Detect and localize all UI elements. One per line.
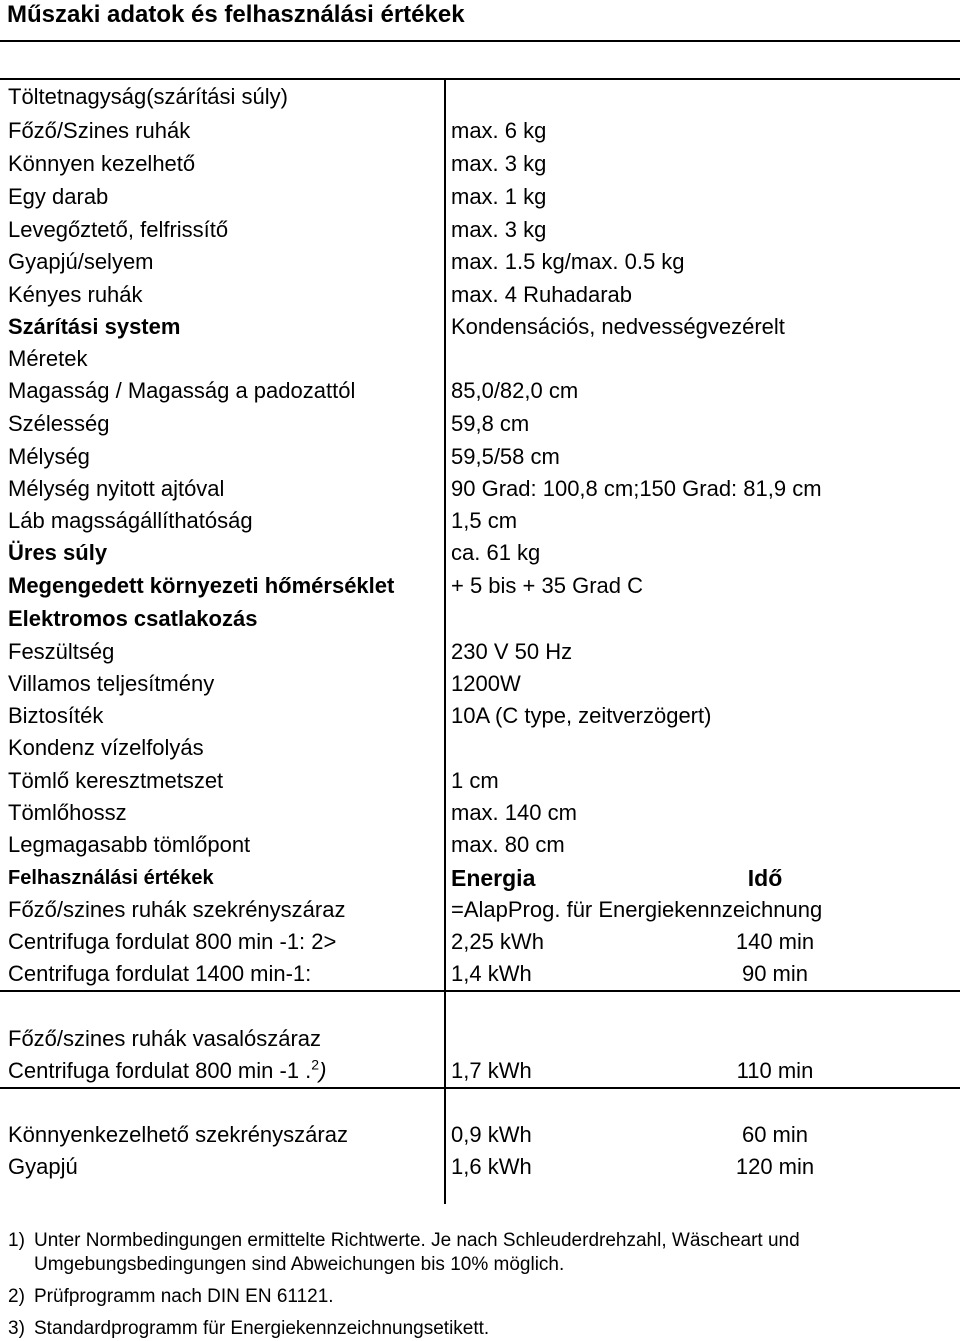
spec-value: 90 Grad: 100,8 cm;150 Grad: 81,9 cm bbox=[451, 476, 822, 501]
spec-row bbox=[0, 765, 960, 797]
spec-row bbox=[0, 279, 960, 311]
usage-energy: 1,7 kWh bbox=[451, 1058, 532, 1083]
spec-row bbox=[0, 668, 960, 700]
page-title: Műszaki adatok és felhasználási értékek bbox=[7, 1, 465, 28]
spec-value: 59,8 cm bbox=[451, 411, 530, 436]
spec-value: 1200W bbox=[451, 671, 521, 696]
footnote-text: Prüfprogramm nach DIN EN 61121. bbox=[34, 1286, 334, 1307]
usage-label bbox=[8, 1055, 326, 1087]
usage-energy: =AlapProg. für Energiekennzeichnung bbox=[451, 897, 823, 922]
spec-label: Üres súly bbox=[8, 540, 108, 565]
spec-row bbox=[0, 473, 960, 505]
spec-label: Elektromos csatlakozás bbox=[8, 606, 258, 631]
usage-label bbox=[8, 1151, 78, 1183]
footnote-ref: 2 bbox=[311, 1056, 320, 1073]
spec-value: max. 3 kg bbox=[451, 217, 547, 242]
usage-energy: 2,25 kWh bbox=[451, 929, 544, 954]
usage-time: 110 min bbox=[736, 1058, 814, 1083]
usage-row bbox=[0, 1151, 960, 1183]
spec-row bbox=[0, 829, 960, 861]
column-divider bbox=[444, 78, 446, 1204]
spec-value: 1 cm bbox=[451, 768, 499, 793]
spec-row bbox=[0, 700, 960, 732]
usage-energy: 0,9 kWh bbox=[451, 1122, 532, 1147]
spec-label: Mélység bbox=[8, 444, 90, 469]
usage-row bbox=[0, 1055, 960, 1087]
spec-row bbox=[0, 441, 960, 473]
usage-row bbox=[0, 1119, 960, 1151]
spec-value: max. 1 kg bbox=[451, 184, 547, 209]
spec-label: Kényes ruhák bbox=[8, 282, 143, 307]
spec-value: 230 V 50 Hz bbox=[451, 639, 573, 664]
spec-label: Megengedett környezeti hőmérséklet bbox=[8, 573, 395, 598]
usage-label-text: Könnyenkezelhető szekrényszáraz bbox=[8, 1122, 348, 1147]
usage-time: 140 min bbox=[735, 929, 815, 954]
spec-row bbox=[0, 343, 960, 375]
spec-label: Feszültség bbox=[8, 639, 115, 664]
usage-label bbox=[8, 1023, 321, 1055]
spec-value: 10A (C type, zeitverzögert) bbox=[451, 703, 712, 728]
spec-row bbox=[0, 732, 960, 764]
usage-header-label: Felhasználási értékek bbox=[8, 867, 214, 889]
spec-value: + 5 bis + 35 Grad C bbox=[451, 573, 643, 598]
usage-row bbox=[0, 958, 960, 990]
spec-label: Szárítási system bbox=[8, 314, 181, 339]
spec-label: Biztosíték bbox=[8, 703, 104, 728]
spec-label: Tömlő keresztmetszet bbox=[8, 768, 224, 793]
spec-row bbox=[0, 311, 960, 343]
footnote-number: 3) bbox=[8, 1318, 25, 1339]
spec-label: Töltetnagyság(szárítási súly) bbox=[8, 84, 288, 109]
spec-value: max. 4 Ruhadarab bbox=[451, 282, 632, 307]
usage-label-text: Főző/szines ruhák szekrényszáraz bbox=[8, 897, 346, 922]
spec-value: 1,5 cm bbox=[451, 508, 518, 533]
spec-label: Gyapjú/selyem bbox=[8, 249, 154, 274]
spec-value: Kondensációs, nedvességvezérelt bbox=[451, 314, 785, 339]
spec-label: Magasság / Magasság a padozattól bbox=[8, 378, 356, 403]
usage-label bbox=[8, 894, 345, 926]
spec-value: max. 3 kg bbox=[451, 151, 547, 176]
spec-row bbox=[0, 570, 960, 602]
usage-header-energy: Energia bbox=[451, 865, 536, 891]
spec-label: Szélesség bbox=[8, 411, 110, 436]
usage-row bbox=[0, 926, 960, 958]
usage-label bbox=[8, 958, 311, 990]
usage-label-text: Gyapjú bbox=[8, 1154, 78, 1179]
spec-value: max. 1.5 kg/max. 0.5 kg bbox=[451, 249, 685, 274]
table-top-border bbox=[0, 78, 960, 80]
usage-energy: 1,4 kWh bbox=[451, 961, 532, 986]
spec-row bbox=[0, 181, 960, 213]
spec-label: Láb magsságállíthatóság bbox=[8, 508, 253, 533]
spec-value: max. 6 kg bbox=[451, 118, 547, 143]
usage-label bbox=[8, 1119, 348, 1151]
spec-label: Levegőztető, felfrissítő bbox=[8, 217, 229, 242]
footnote-ref-tail: ) bbox=[319, 1058, 327, 1083]
spec-label: Villamos teljesítmény bbox=[8, 671, 215, 696]
usage-label bbox=[8, 926, 336, 958]
spec-row bbox=[0, 375, 960, 407]
usage-label-text: Főző/szines ruhák vasalószáraz bbox=[8, 1026, 322, 1051]
usage-time: 60 min bbox=[741, 1122, 809, 1147]
spec-row bbox=[0, 408, 960, 440]
footnote-text: Standardprogramm für Energiekennzeichnungsetikett. bbox=[34, 1318, 490, 1339]
usage-row bbox=[0, 990, 960, 1022]
spec-label: Kondenz vízelfolyás bbox=[8, 735, 204, 760]
spec-label: Egy darab bbox=[8, 184, 109, 209]
usage-header-time: Idő bbox=[747, 865, 783, 891]
usage-time: 90 min bbox=[741, 961, 809, 986]
footnote-text: Unter Normbedingungen ermittelte Richtwerte. Je nach Schleuderdrehzahl, Wäscheart und Umgebungsbedingungen sind Abweichungen bis 10% möglich. bbox=[34, 1230, 800, 1275]
spec-row bbox=[0, 148, 960, 180]
usage-row bbox=[0, 1087, 960, 1119]
spec-label: Főző/Szines ruhák bbox=[8, 118, 191, 143]
usage-separator-2 bbox=[0, 1087, 960, 1089]
spec-row bbox=[0, 81, 960, 113]
spec-value: max. 140 cm bbox=[451, 800, 577, 825]
footnote-number: 2) bbox=[8, 1286, 25, 1307]
usage-spacer bbox=[0, 1119, 960, 1120]
spec-row bbox=[0, 505, 960, 537]
spec-label: Tömlőhossz bbox=[8, 800, 127, 825]
spec-value: ca. 61 kg bbox=[451, 540, 541, 565]
spec-label: Könnyen kezelhető bbox=[8, 151, 196, 176]
usage-row bbox=[0, 894, 960, 926]
spec-row bbox=[0, 246, 960, 278]
spec-row bbox=[0, 537, 960, 569]
spec-row bbox=[0, 214, 960, 246]
title-divider bbox=[0, 40, 960, 42]
footnote-number: 1) bbox=[8, 1230, 25, 1251]
usage-time: 120 min bbox=[735, 1154, 815, 1179]
usage-label-text: Centrifuga fordulat 800 min -1 . bbox=[8, 1058, 312, 1083]
usage-row bbox=[0, 1023, 960, 1055]
usage-separator-1 bbox=[0, 990, 960, 992]
usage-label-text: Centrifuga fordulat 800 min -1: 2> bbox=[8, 929, 337, 954]
usage-energy: 1,6 kWh bbox=[451, 1154, 532, 1179]
usage-label-text: Centrifuga fordulat 1400 min-1: bbox=[8, 961, 312, 986]
spec-row bbox=[0, 797, 960, 829]
spec-row bbox=[0, 636, 960, 668]
spec-value: max. 80 cm bbox=[451, 832, 565, 857]
spec-row bbox=[0, 603, 960, 635]
usage-header-row bbox=[0, 862, 960, 894]
spec-label: Mélység nyitott ajtóval bbox=[8, 476, 225, 501]
spec-label: Legmagasabb tömlőpont bbox=[8, 832, 251, 857]
spec-value: 85,0/82,0 cm bbox=[451, 378, 579, 403]
spec-label: Méretek bbox=[8, 346, 88, 371]
spec-row bbox=[0, 115, 960, 147]
spec-value: 59,5/58 cm bbox=[451, 444, 560, 469]
